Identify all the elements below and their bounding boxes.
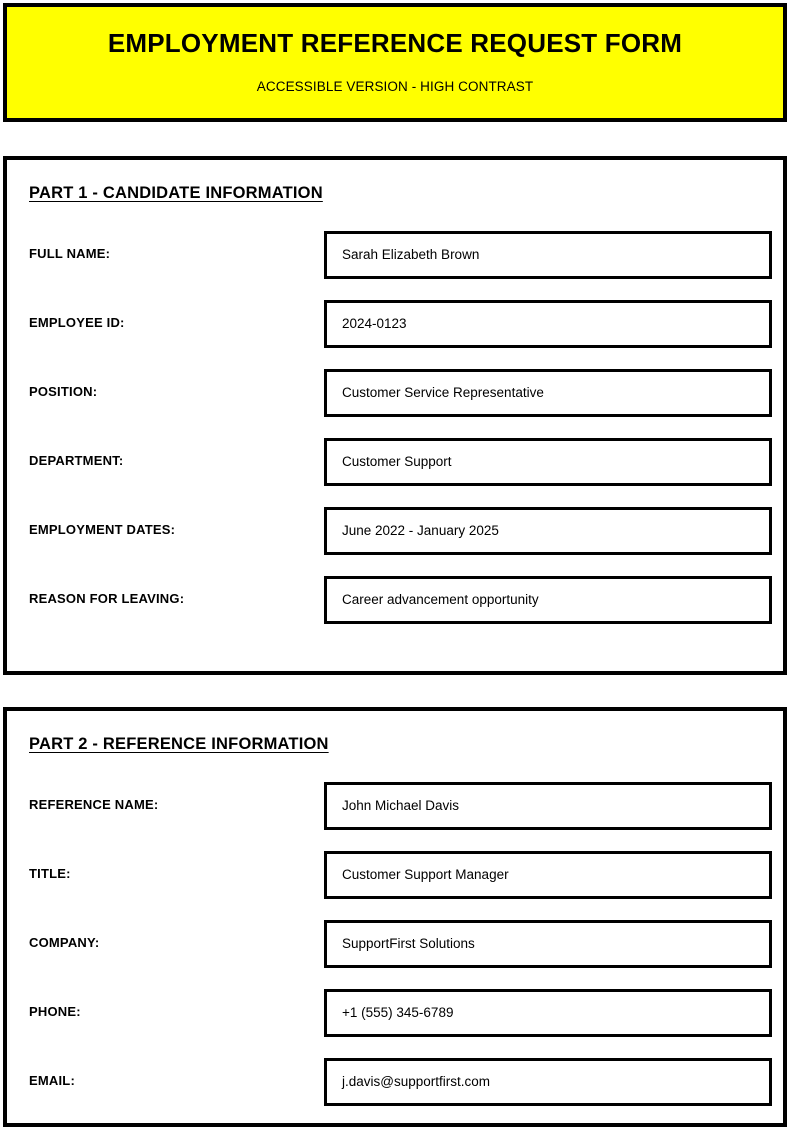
section-part-2-heading: PART 2 - REFERENCE INFORMATION [29,735,329,753]
field-row-employee-id [27,300,767,348]
field-input-company[interactable] [324,920,772,968]
field-row-department [27,438,767,486]
field-label-company: COMPANY: [29,935,100,950]
field-label-title: TITLE: [29,866,71,881]
form-subtitle: ACCESSIBLE VERSION - HIGH CONTRAST [256,78,534,94]
field-value-employee-id: 2024-0123 [342,315,407,331]
field-input-reason-for-leaving[interactable] [324,576,772,624]
field-input-reference-name[interactable] [324,782,772,830]
field-label-department: DEPARTMENT: [29,453,124,468]
field-label-full-name: FULL NAME: [29,246,111,261]
field-value-full-name: Sarah Elizabeth Brown [342,246,480,262]
form-header-banner [3,3,787,122]
field-value-position: Customer Service Representative [342,384,544,400]
field-value-email: j.davis@supportfirst.com [342,1073,490,1089]
field-row-reason-for-leaving [27,576,767,624]
field-row-phone [27,989,767,1037]
section-part-1 [3,156,787,675]
field-row-full-name [27,231,767,279]
field-label-employee-id: EMPLOYEE ID: [29,315,125,330]
field-row-company [27,920,767,968]
field-label-phone: PHONE: [29,1004,81,1019]
section-part-1-heading: PART 1 - CANDIDATE INFORMATION [29,184,323,202]
field-value-phone: +1 (555) 345-6789 [342,1004,454,1020]
field-input-full-name[interactable] [324,231,772,279]
section-part-2 [3,707,787,1127]
field-input-employment-dates[interactable] [324,507,772,555]
form-title: EMPLOYMENT REFERENCE REQUEST FORM [107,28,683,58]
field-row-reference-name [27,782,767,830]
field-label-reference-name: REFERENCE NAME: [29,797,159,812]
field-label-email: EMAIL: [29,1073,75,1088]
field-input-department[interactable] [324,438,772,486]
field-value-reference-name: John Michael Davis [342,797,460,813]
field-input-phone[interactable] [324,989,772,1037]
field-value-title: Customer Support Manager [342,866,509,882]
field-value-department: Customer Support [342,453,452,469]
field-label-employment-dates: EMPLOYMENT DATES: [29,522,176,537]
field-input-email[interactable] [324,1058,772,1106]
field-value-company: SupportFirst Solutions [342,935,475,951]
field-value-employment-dates: June 2022 - January 2025 [342,522,499,538]
field-row-title [27,851,767,899]
field-input-employee-id[interactable] [324,300,772,348]
field-row-email [27,1058,767,1106]
field-input-title[interactable] [324,851,772,899]
field-label-position: POSITION: [29,384,98,399]
field-input-position[interactable] [324,369,772,417]
field-label-reason-for-leaving: REASON FOR LEAVING: [29,591,185,606]
field-row-position [27,369,767,417]
field-value-reason-for-leaving: Career advancement opportunity [342,591,539,607]
field-row-employment-dates [27,507,767,555]
